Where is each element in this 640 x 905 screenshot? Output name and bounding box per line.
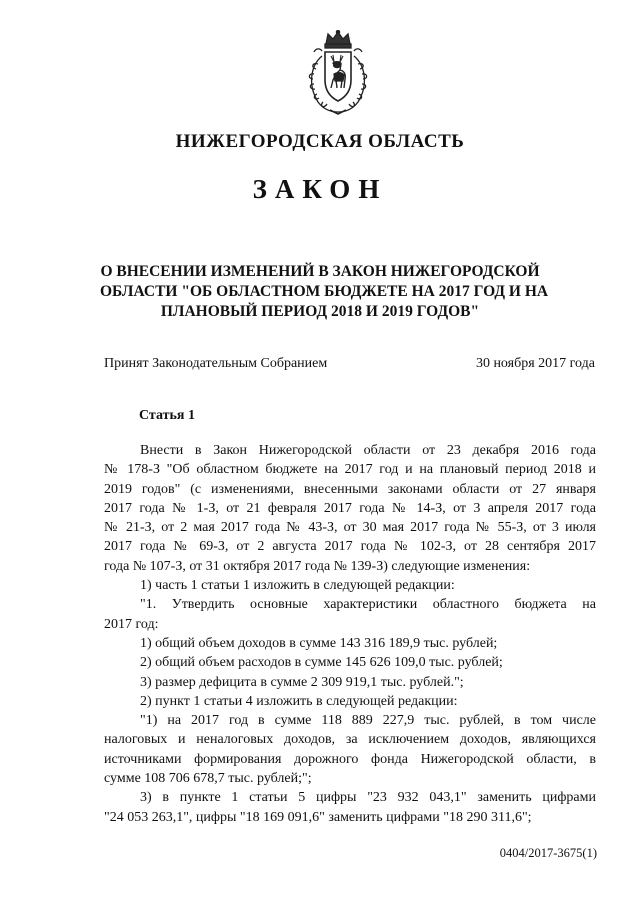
coat-of-arms-icon: [300, 30, 376, 116]
body-line: 2) пункт 1 статьи 4 изложить в следующей редакции:: [140, 693, 458, 709]
law-title-line: О ВНЕСЕНИИ ИЗМЕНЕНИЙ В ЗАКОН НИЖЕГОРОДСКОЙ: [100, 263, 540, 280]
article-heading: Статья 1: [139, 408, 195, 423]
body-line: "1. Утвердить основные характеристики областного бюджета на: [140, 597, 596, 613]
law-title-line: ПЛАНОВЫЙ ПЕРИОД 2018 И 2019 ГОДОВ": [160, 303, 480, 320]
body-line: 3) размер дефицита в сумме 2 309 919,1 тыс. рублей.";: [140, 674, 464, 690]
body-line: источниками формирования дорожного фонда Нижегородской области, в: [104, 751, 596, 767]
body-line: 2017 года № 1-З, от 21 февраля 2017 года № 14-З, от 3 апреля 2017 года: [104, 500, 596, 516]
body-line: Внести в Закон Нижегородской области от 23 декабря 2016 года: [140, 443, 596, 458]
body-line: 2017 год:: [104, 616, 159, 632]
body-line: сумме 108 706 678,7 тыс. рублей;";: [104, 771, 312, 787]
body-line: "24 053 263,1", цифры "18 169 091,6" заменить цифрами "18 290 311,6";: [104, 809, 532, 825]
body-line: 3) в пункте 1 статьи 5 цифры "23 932 043,1" заменить цифрами: [140, 790, 596, 806]
adoption-date: 30 ноября 2017 года: [475, 356, 595, 371]
body-line: 1) общий объем доходов в сумме 143 316 189,9 тыс. рублей;: [140, 635, 498, 651]
body-line: 2019 годов" (с изменениями, внесенными законами области от 27 января: [104, 481, 596, 497]
document-code: 0404/2017-3675(1): [499, 846, 597, 860]
body-line: 2017 года № 69-З, от 2 августа 2017 года № 102-З, от 28 сентября 2017: [104, 539, 596, 555]
region-name: НИЖЕГОРОДСКАЯ ОБЛАСТЬ: [175, 131, 465, 152]
law-title-line: ОБЛАСТИ "ОБ ОБЛАСТНОМ БЮДЖЕТЕ НА 2017 ГОД И НА: [100, 283, 549, 300]
body-line: года № 107-З, от 31 октября 2017 года № 139-З) следующие изменения:: [104, 558, 531, 574]
law-title: [100, 262, 549, 322]
body-line: № 21-З, от 2 мая 2017 года № 43-З, от 30 мая 2017 года № 55-З, от 3 июля: [104, 520, 596, 536]
body-line: № 178-З "Об областном бюджете на 2017 год и на плановый период 2018 и: [104, 462, 596, 478]
article-body: [104, 441, 596, 827]
adoption-label: Принят Законодательным Собранием: [104, 356, 328, 371]
body-line: налоговых и неналоговых доходов, за исключением доходов, являющихся: [104, 732, 596, 748]
body-line: 1) часть 1 статьи 1 изложить в следующей редакции:: [140, 578, 455, 594]
body-line: 2) общий объем расходов в сумме 145 626 109,0 тыс. рублей;: [140, 655, 503, 671]
document-type: ЗАКОН: [252, 174, 388, 204]
body-line: "1) на 2017 год в сумме 118 889 227,9 тыс. рублей, в том числе: [140, 713, 596, 729]
